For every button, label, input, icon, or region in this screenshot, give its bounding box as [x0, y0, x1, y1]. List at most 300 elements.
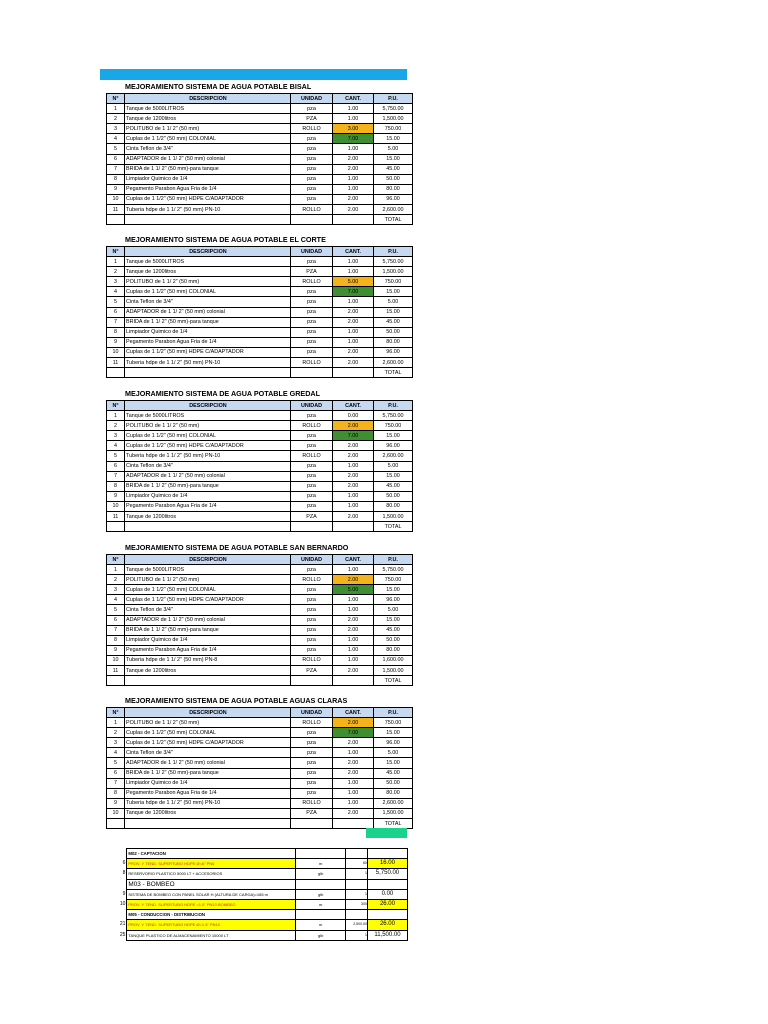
project-title: MEJORAMIENTO SISTEMA DE AGUA POTABLE GREDAL: [125, 389, 321, 398]
item-description: Cinta Teflon de 3/4": [125, 748, 291, 758]
empty-cell: [107, 676, 125, 686]
project-block: [106, 542, 408, 686]
table-row: [107, 134, 413, 144]
item-number: 4: [107, 441, 125, 451]
table-row: [107, 625, 413, 635]
table-row: [107, 347, 413, 357]
item-quantity: 2.00: [333, 666, 374, 676]
item-quantity: 1.00: [333, 655, 374, 665]
item-description: Pegamento Parabon Agua Fria de 1/4: [125, 184, 291, 194]
item-price: 5.00: [374, 748, 413, 758]
item-description: Limpiador Quimico de 1/4: [125, 635, 291, 645]
table-row: [107, 451, 413, 461]
item-unit: pza: [291, 481, 333, 491]
summary-price: 11,500.00: [367, 930, 407, 940]
summary-item-number: [112, 910, 127, 920]
summary-quantity: [346, 879, 368, 889]
empty-cell: [333, 368, 374, 378]
item-description: Cuplas de 1 1/2" (50 mm) COLONIAL: [125, 134, 291, 144]
item-price: 80.00: [374, 184, 413, 194]
table-row: [107, 297, 413, 307]
summary-price: 0.00: [367, 889, 407, 899]
table-row: [107, 104, 413, 114]
item-number: 10: [107, 808, 125, 818]
column-header-price: P.U.: [374, 401, 413, 411]
item-unit: pza: [291, 297, 333, 307]
total-label: TOTAL: [374, 676, 413, 686]
item-unit: ROLLO: [291, 358, 333, 368]
empty-cell: [107, 368, 125, 378]
table-row: [107, 758, 413, 768]
item-description: Tuberia hdpe de 1 1/ 2" (50 mm) PN-8: [125, 655, 291, 665]
item-description: POLITUBO de 1 1/ 2" (50 mm): [125, 718, 291, 728]
item-price: 96.00: [374, 347, 413, 357]
summary-item-number: 8: [122, 870, 126, 877]
column-header-qty: CANT.: [333, 247, 374, 257]
table-row: [107, 748, 413, 758]
empty-cell: [291, 368, 333, 378]
total-row: [107, 676, 413, 686]
item-description: Cinta Teflon de 3/4": [125, 144, 291, 154]
summary-description: M05 - CONDUCCION - DISTRIBUCION: [127, 910, 296, 920]
summary-item-number: 9: [122, 890, 126, 897]
project-title: MEJORAMIENTO SISTEMA DE AGUA POTABLE BISAL: [125, 82, 312, 91]
item-unit: pza: [291, 347, 333, 357]
item-unit: pza: [291, 625, 333, 635]
total-row: [107, 215, 413, 225]
item-unit: pza: [291, 501, 333, 511]
item-quantity: 2.00: [333, 512, 374, 522]
summary-item-number: 6: [122, 860, 126, 867]
item-price: 15.00: [374, 615, 413, 625]
item-description: Tuberia hdpe de 1 1/ 2" (50 mm) PN-10: [125, 205, 291, 215]
table-row: [107, 287, 413, 297]
item-price: 15.00: [374, 728, 413, 738]
item-quantity: 2.00: [333, 808, 374, 818]
item-unit: pza: [291, 174, 333, 184]
item-price: 15.00: [374, 134, 413, 144]
item-quantity: 2.00: [333, 307, 374, 317]
item-quantity: 1.00: [333, 267, 374, 277]
item-price: 80.00: [374, 645, 413, 655]
item-number: 6: [107, 615, 125, 625]
item-description: POLITUBO de 1 1/ 2" (50 mm): [125, 421, 291, 431]
item-description: BRIDA de 1 1/ 2" (50 mm)-para tanque: [125, 317, 291, 327]
item-number: 5: [107, 451, 125, 461]
table-row: [107, 174, 413, 184]
item-unit: pza: [291, 748, 333, 758]
table-header-row: [107, 555, 413, 565]
summary-unit: m: [295, 920, 345, 930]
column-header-desc: DESCRIPCION: [125, 94, 291, 104]
item-number: 6: [107, 154, 125, 164]
item-quantity: 2.00: [333, 205, 374, 215]
item-price: 2,600.00: [374, 205, 413, 215]
summary-item-number: 25: [119, 931, 126, 938]
item-quantity: 2.00: [333, 441, 374, 451]
item-unit: pza: [291, 431, 333, 441]
item-number: 4: [107, 748, 125, 758]
summary-description: PROV. Y TEND. SUPERTUBO HDPE =1.5" PN10 BOMBEO: [127, 899, 296, 909]
item-quantity: 0.00: [333, 411, 374, 421]
item-quantity: 2.00: [333, 451, 374, 461]
item-description: Tuberia hdpe de 1 1/ 2" (50 mm) PN-10: [125, 451, 291, 461]
column-header-unit: UNIDAD: [291, 401, 333, 411]
summary-row: [112, 849, 408, 859]
item-number: 4: [107, 134, 125, 144]
summary-row: [112, 869, 408, 879]
header-color-bar: [100, 69, 407, 80]
item-number: 2: [107, 421, 125, 431]
item-number: 6: [107, 768, 125, 778]
item-unit: ROLLO: [291, 421, 333, 431]
item-number: 9: [107, 491, 125, 501]
item-quantity: 1.00: [333, 104, 374, 114]
project-title: MEJORAMIENTO SISTEMA DE AGUA POTABLE EL CORTE: [125, 235, 326, 244]
item-price: 1,500.00: [374, 512, 413, 522]
summary-row: [112, 930, 408, 940]
column-header-num: N°: [107, 247, 125, 257]
item-number: 7: [107, 164, 125, 174]
project-block: [106, 695, 408, 829]
item-price: 15.00: [374, 471, 413, 481]
item-number: 5: [107, 605, 125, 615]
table-row: [107, 461, 413, 471]
summary-description: TANQUE PLASTICO DE ALMACENAMIENTO 10000 LT: [127, 930, 296, 940]
item-price: 1,500.00: [374, 114, 413, 124]
table-row: [107, 277, 413, 287]
item-number: 4: [107, 287, 125, 297]
item-quantity: 7.00: [333, 728, 374, 738]
item-description: BRIDA de 1 1/ 2" (50 mm)-para tanque: [125, 481, 291, 491]
item-description: Tanque de 5000LITROS: [125, 411, 291, 421]
item-number: 7: [107, 471, 125, 481]
item-unit: ROLLO: [291, 451, 333, 461]
item-description: Cuplas de 1 1/2" (50 mm) COLONIAL: [125, 585, 291, 595]
column-header-price: P.U.: [374, 555, 413, 565]
item-price: 45.00: [374, 317, 413, 327]
item-quantity: 1.00: [333, 174, 374, 184]
item-unit: PZA: [291, 267, 333, 277]
item-description: Tuberia hdpe de 1 1/ 2" (50 mm) PN-10: [125, 798, 291, 808]
materials-table: [106, 400, 413, 532]
table-row: [107, 481, 413, 491]
item-number: 1: [107, 104, 125, 114]
item-quantity: 1.00: [333, 778, 374, 788]
table-row: [107, 327, 413, 337]
summary-price: [367, 910, 407, 920]
column-header-price: P.U.: [374, 708, 413, 718]
item-quantity: 7.00: [333, 287, 374, 297]
table-row: [107, 154, 413, 164]
item-quantity: 2.00: [333, 194, 374, 204]
item-price: 5,750.00: [374, 565, 413, 575]
summary-unit: [295, 849, 345, 859]
item-description: Limpiador Quimico de 1/4: [125, 174, 291, 184]
item-unit: ROLLO: [291, 798, 333, 808]
item-unit: PZA: [291, 512, 333, 522]
summary-description: PROV. Y TEND. SUPERTUBO HDPE Ø=1.5" PN10: [127, 920, 296, 930]
item-description: ADAPTADOR de 1 1/ 2" (50 mm) colonial: [125, 154, 291, 164]
total-row: [107, 368, 413, 378]
item-number: 2: [107, 114, 125, 124]
item-quantity: 2.00: [333, 758, 374, 768]
item-quantity: 1.00: [333, 798, 374, 808]
budget-summary: [112, 848, 412, 941]
table-row: [107, 164, 413, 174]
item-number: 3: [107, 585, 125, 595]
summary-row: [112, 889, 408, 899]
empty-cell: [291, 522, 333, 532]
table-row: [107, 194, 413, 204]
item-quantity: 1.00: [333, 501, 374, 511]
total-label: TOTAL: [374, 819, 413, 829]
table-row: [107, 645, 413, 655]
table-row: [107, 317, 413, 327]
item-description: ADAPTADOR de 1 1/ 2" (50 mm) colonial: [125, 471, 291, 481]
item-price: 15.00: [374, 307, 413, 317]
table-row: [107, 565, 413, 575]
item-description: Pegamento Parabon Agua Fria de 1/4: [125, 788, 291, 798]
summary-row: [112, 899, 408, 909]
summary-price: 26.00: [367, 920, 407, 930]
item-quantity: 1.00: [333, 605, 374, 615]
item-number: 3: [107, 124, 125, 134]
summary-price: 16.00: [367, 859, 407, 869]
column-header-desc: DESCRIPCION: [125, 555, 291, 565]
item-description: BRIDA de 1 1/ 2" (50 mm)-para tanque: [125, 164, 291, 174]
item-unit: pza: [291, 144, 333, 154]
summary-unit: m: [295, 859, 345, 869]
empty-cell: [125, 522, 291, 532]
item-price: 15.00: [374, 287, 413, 297]
item-description: Limpiador Quimico de 1/4: [125, 491, 291, 501]
item-price: 1,600.00: [374, 655, 413, 665]
item-number: 2: [107, 267, 125, 277]
table-row: [107, 124, 413, 134]
item-number: 8: [107, 635, 125, 645]
item-quantity: 5.00: [333, 585, 374, 595]
item-price: 45.00: [374, 481, 413, 491]
item-unit: pza: [291, 194, 333, 204]
column-header-num: N°: [107, 401, 125, 411]
summary-unit: [295, 910, 345, 920]
empty-cell: [125, 676, 291, 686]
table-row: [107, 728, 413, 738]
item-quantity: 2.00: [333, 575, 374, 585]
table-row: [107, 421, 413, 431]
item-unit: pza: [291, 184, 333, 194]
item-price: 80.00: [374, 501, 413, 511]
column-header-price: P.U.: [374, 247, 413, 257]
item-quantity: 2.00: [333, 358, 374, 368]
item-price: 96.00: [374, 441, 413, 451]
item-quantity: 1.00: [333, 748, 374, 758]
table-row: [107, 144, 413, 154]
item-number: 3: [107, 277, 125, 287]
column-header-num: N°: [107, 94, 125, 104]
item-unit: ROLLO: [291, 205, 333, 215]
summary-price: [367, 879, 407, 889]
column-header-qty: CANT.: [333, 94, 374, 104]
item-number: 10: [107, 501, 125, 511]
item-unit: pza: [291, 164, 333, 174]
item-unit: pza: [291, 461, 333, 471]
empty-cell: [107, 215, 125, 225]
item-unit: pza: [291, 635, 333, 645]
column-header-unit: UNIDAD: [291, 247, 333, 257]
item-unit: PZA: [291, 808, 333, 818]
item-quantity: 1.00: [333, 337, 374, 347]
item-unit: pza: [291, 645, 333, 655]
item-description: BRIDA de 1 1/ 2" (50 mm)-para tanque: [125, 768, 291, 778]
summary-unit: [295, 879, 345, 889]
item-unit: pza: [291, 471, 333, 481]
item-quantity: 1.00: [333, 595, 374, 605]
item-number: 6: [107, 461, 125, 471]
summary-unit: glb: [295, 889, 345, 899]
item-description: BRIDA de 1 1/ 2" (50 mm)-para tanque: [125, 625, 291, 635]
item-price: 96.00: [374, 738, 413, 748]
item-price: 50.00: [374, 327, 413, 337]
item-description: Cuplas de 1 1/2" (50 mm) COLONIAL: [125, 728, 291, 738]
item-unit: PZA: [291, 114, 333, 124]
summary-quantity: [346, 910, 368, 920]
item-quantity: 1.00: [333, 144, 374, 154]
item-number: 11: [107, 666, 125, 676]
table-row: [107, 605, 413, 615]
table-row: [107, 431, 413, 441]
empty-cell: [125, 819, 291, 829]
item-description: Cuplas de 1 1/2" (50 mm) HDPE C/ADAPTADOR: [125, 595, 291, 605]
empty-cell: [107, 819, 125, 829]
item-price: 45.00: [374, 768, 413, 778]
table-header-row: [107, 94, 413, 104]
project-title: MEJORAMIENTO SISTEMA DE AGUA POTABLE AGUAS CLARAS: [125, 696, 348, 705]
table-row: [107, 411, 413, 421]
summary-description: M03 - BOMBEO: [127, 879, 296, 889]
item-price: 5,750.00: [374, 411, 413, 421]
summary-quantity: 1: [346, 889, 368, 899]
table-row: [107, 257, 413, 267]
item-description: Cuplas de 1 1/2" (50 mm) COLONIAL: [125, 287, 291, 297]
item-description: ADAPTADOR de 1 1/ 2" (50 mm) colonial: [125, 307, 291, 317]
item-price: 1,500.00: [374, 267, 413, 277]
item-price: 5.00: [374, 461, 413, 471]
item-quantity: 2.00: [333, 738, 374, 748]
item-number: 1: [107, 257, 125, 267]
item-price: 80.00: [374, 788, 413, 798]
item-quantity: 2.00: [333, 154, 374, 164]
item-quantity: 2.00: [333, 421, 374, 431]
summary-unit: m: [295, 899, 345, 909]
item-unit: pza: [291, 728, 333, 738]
summary-item-number: 10: [119, 901, 126, 908]
item-price: 96.00: [374, 595, 413, 605]
item-unit: pza: [291, 337, 333, 347]
summary-quantity: 2,500.00: [346, 920, 368, 930]
materials-table: [106, 93, 413, 225]
summary-quantity: 300: [346, 899, 368, 909]
empty-cell: [125, 215, 291, 225]
item-price: 5.00: [374, 605, 413, 615]
table-row: [107, 491, 413, 501]
item-quantity: 2.00: [333, 471, 374, 481]
item-description: POLITUBO de 1 1/ 2" (50 mm): [125, 575, 291, 585]
item-number: 8: [107, 174, 125, 184]
materials-table: [106, 707, 413, 829]
item-unit: pza: [291, 605, 333, 615]
table-row: [107, 307, 413, 317]
item-price: 80.00: [374, 337, 413, 347]
column-header-qty: CANT.: [333, 401, 374, 411]
column-header-qty: CANT.: [333, 555, 374, 565]
item-price: 1,500.00: [374, 666, 413, 676]
item-unit: pza: [291, 327, 333, 337]
item-price: 2,600.00: [374, 798, 413, 808]
materials-table: [106, 246, 413, 378]
total-row: [107, 522, 413, 532]
item-price: 45.00: [374, 625, 413, 635]
item-price: 750.00: [374, 277, 413, 287]
table-row: [107, 666, 413, 676]
project-block: [106, 388, 408, 532]
table-row: [107, 267, 413, 277]
total-highlight-bar: [366, 828, 407, 838]
item-description: Cuplas de 1 1/2" (50 mm) HDPE C/ADAPTADOR: [125, 194, 291, 204]
item-price: 5.00: [374, 144, 413, 154]
item-description: Tanque de 1200litros: [125, 267, 291, 277]
item-price: 15.00: [374, 431, 413, 441]
summary-description: M02 - CAPTACION: [127, 849, 296, 859]
item-number: 10: [107, 194, 125, 204]
summary-unit: glb: [295, 869, 345, 879]
item-number: 2: [107, 575, 125, 585]
item-description: ADAPTADOR de 1 1/ 2" (50 mm) colonial: [125, 615, 291, 625]
item-unit: ROLLO: [291, 124, 333, 134]
summary-row: [112, 910, 408, 920]
item-description: Tanque de 1200litros: [125, 512, 291, 522]
item-price: 45.00: [374, 164, 413, 174]
item-price: 750.00: [374, 124, 413, 134]
item-quantity: 1.00: [333, 184, 374, 194]
item-number: 10: [107, 347, 125, 357]
item-number: 3: [107, 431, 125, 441]
item-description: Pegamento Parabon Agua Fria de 1/4: [125, 501, 291, 511]
item-quantity: 2.00: [333, 481, 374, 491]
table-row: [107, 358, 413, 368]
summary-quantity: 60: [346, 859, 368, 869]
item-price: 5.00: [374, 297, 413, 307]
summary-item-number: [112, 849, 127, 859]
table-header-row: [107, 401, 413, 411]
column-header-desc: DESCRIPCION: [125, 247, 291, 257]
item-price: 2,600.00: [374, 451, 413, 461]
table-row: [107, 778, 413, 788]
item-number: 8: [107, 788, 125, 798]
table-row: [107, 655, 413, 665]
empty-cell: [333, 676, 374, 686]
table-row: [107, 798, 413, 808]
item-unit: pza: [291, 441, 333, 451]
item-unit: pza: [291, 778, 333, 788]
column-header-price: P.U.: [374, 94, 413, 104]
summary-description: RESERVORIO PLASTICO 5000 LT + ACCESORIOS: [127, 869, 296, 879]
item-number: 11: [107, 205, 125, 215]
item-description: Limpiador Quimico de 1/4: [125, 778, 291, 788]
summary-row: [112, 879, 408, 889]
item-description: Tanque de 5000LITROS: [125, 565, 291, 575]
